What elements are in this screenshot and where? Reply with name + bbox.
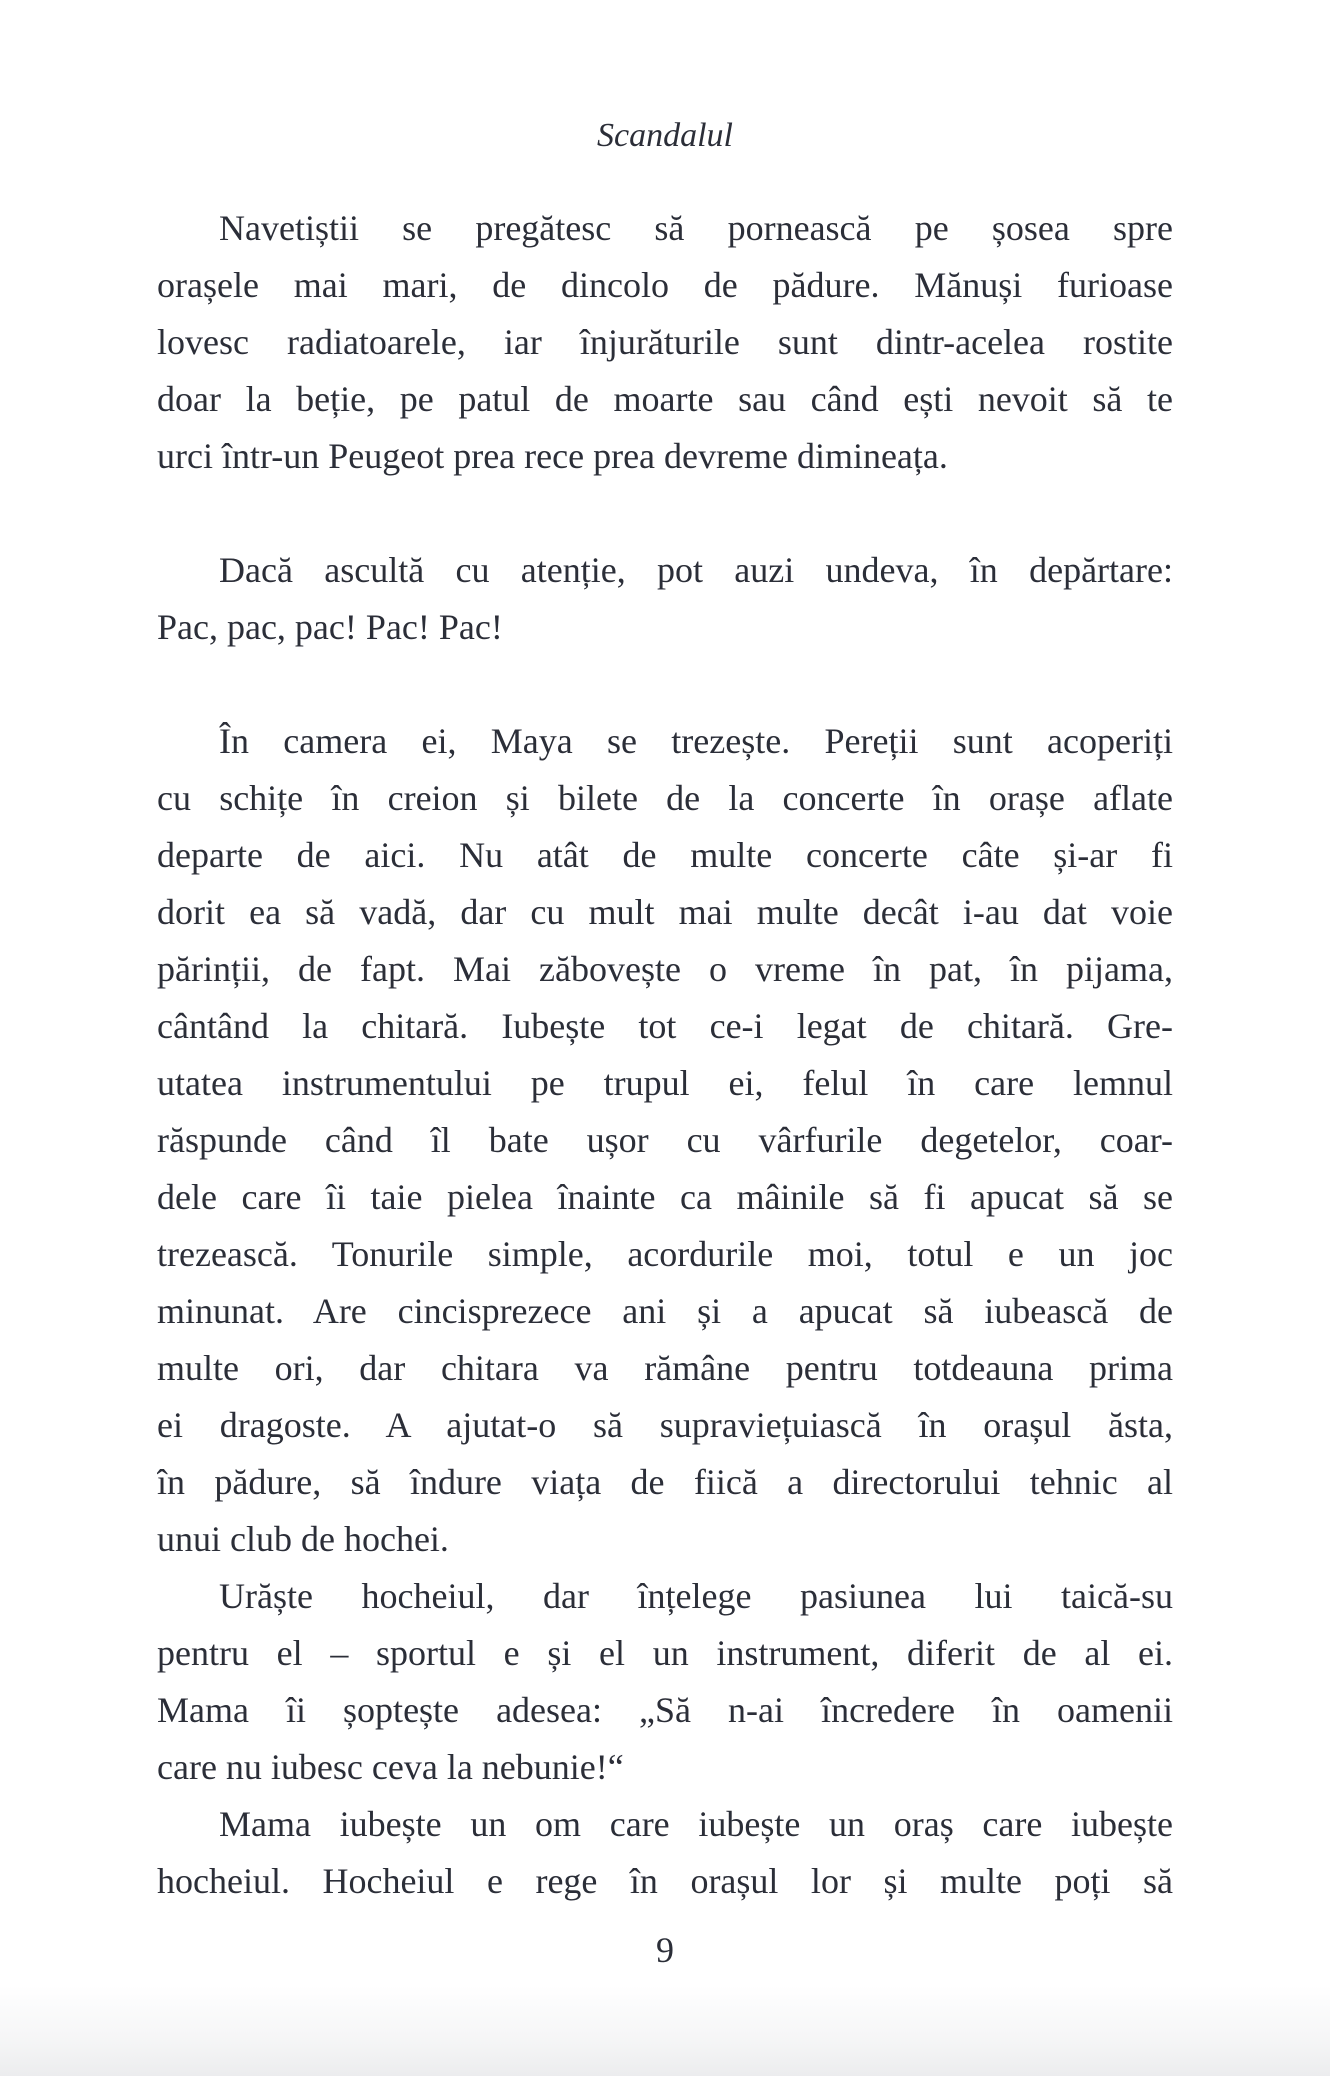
text-line: în pădure, să îndure viața de fiică a directorului tehnic al [157, 1462, 1173, 1502]
text-line: răspunde când îl bate ușor cu vârfurile degetelor, coar- [157, 1120, 1173, 1160]
text-line: care nu iubesc ceva la nebunie!“ [157, 1747, 624, 1787]
text-line: unui club de hochei. [157, 1519, 449, 1559]
text-line: lovesc radiatoarele, iar înjurăturile sunt dintr-acelea rostite [157, 322, 1173, 362]
text-line: minunat. Are cincisprezece ani și a apucat să iubească de [157, 1291, 1173, 1331]
text-line: trezească. Tonurile simple, acordurile moi, totul e un joc [157, 1234, 1173, 1274]
text-line: Pac, pac, pac! Pac! Pac! [157, 607, 503, 647]
text-line: doar la beție, pe patul de moarte sau când ești nevoit să te [157, 379, 1173, 419]
text-line: orașele mai mari, de dincolo de pădure. Mănuși furioase [157, 265, 1173, 305]
text-line: Mama îi șoptește adesea: „Să n-ai încredere în oamenii [157, 1690, 1173, 1730]
paragraph [157, 1568, 1173, 1796]
text-line: urci într-un Peugeot prea rece prea devreme dimineața. [157, 436, 948, 476]
text-line: utatea instrumentului pe trupul ei, felul în care lemnul [157, 1063, 1173, 1103]
text-line: dele care îi taie pielea înainte ca mâinile să fi apucat să se [157, 1177, 1173, 1217]
paragraph [157, 1796, 1173, 1910]
text-line: departe de aici. Nu atât de multe concerte câte și-ar fi [157, 835, 1173, 875]
text-line: Dacă ascultă cu atenție, pot auzi undeva, în depărtare: [219, 550, 1173, 590]
text-line: Urăște hocheiul, dar înțelege pasiunea lui taică-su [219, 1576, 1173, 1616]
text-line: părinții, de fapt. Mai zăbovește o vreme în pat, în pijama, [157, 949, 1173, 989]
text-line: pentru el – sportul e și el un instrument, diferit de al ei. [157, 1633, 1173, 1673]
text-line: hocheiul. Hocheiul e rege în orașul lor și multe poți să [157, 1861, 1173, 1901]
text-line: Mama iubește un om care iubește un oraș care iubește [219, 1804, 1173, 1844]
text-line: cu schițe în creion și bilete de la concerte în orașe aflate [157, 778, 1173, 818]
paragraph [157, 542, 1173, 656]
bottom-fade [0, 1986, 1330, 2076]
paragraph [157, 713, 1173, 1568]
text-line: multe ori, dar chitara va rămâne pentru totdeauna prima [157, 1348, 1173, 1388]
text-line: Navetiștii se pregătesc să pornească pe șosea spre [219, 208, 1173, 248]
text-line: cântând la chitară. Iubește tot ce-i legat de chitară. Gre- [157, 1006, 1173, 1046]
text-line: ei dragoste. A ajutat-o să supraviețuiască în orașul ăsta, [157, 1405, 1173, 1445]
page-text [157, 200, 1173, 1910]
text-line: dorit ea să vadă, dar cu mult mai multe decât i-au dat voie [157, 892, 1173, 932]
running-head: Scandalul [597, 117, 733, 154]
text-line: În camera ei, Maya se trezește. Pereții sunt acoperiți [219, 721, 1173, 761]
page-number: 9 [656, 1930, 674, 1970]
paragraph [157, 200, 1173, 485]
